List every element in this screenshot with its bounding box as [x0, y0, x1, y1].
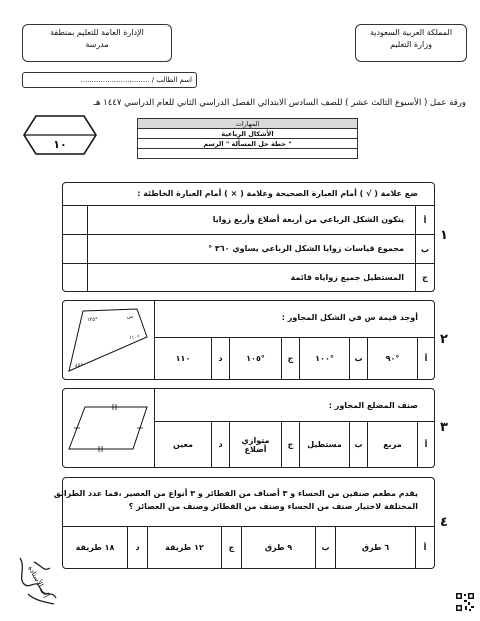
q1-row	[63, 263, 434, 291]
option-choice[interactable]: ٩٠°	[367, 338, 417, 379]
school-name: مدرسة	[85, 40, 109, 49]
skill-item: خطة حل المسألة " الرسم "	[138, 139, 358, 149]
q1-statement: مجموع قياسات زوايا الشكل الرباعي يساوي ٣٦٠ °	[208, 244, 404, 253]
q1-statement: يتكون الشكل الرباعي من أربعة أضلاع وأربع زوايا	[212, 215, 404, 224]
option-letter: أ	[415, 206, 434, 234]
option-letter: د	[211, 422, 229, 467]
option-letter: ب	[415, 235, 434, 263]
score-value: ١٠	[53, 138, 67, 151]
q1-rows	[63, 205, 434, 291]
q2-prompt: أوجد قيمة س في الشكل المجاور :	[281, 313, 418, 322]
q4-number: ٤	[440, 515, 448, 530]
option-choice[interactable]: مستطيل	[299, 422, 349, 467]
country-name: المملكة العربية السعودية	[369, 28, 453, 37]
skills-table	[137, 118, 358, 159]
q4-options	[63, 526, 434, 568]
option-letter: ج	[415, 264, 434, 291]
option-letter: أ	[417, 338, 434, 379]
figure-label: س	[127, 314, 134, 320]
q2-figure-panel	[63, 301, 155, 379]
q4-prompt-line2: المختلفة لاختيار صنف من الحساء وصنف من الفطائر وصنف من العصائر ؟	[128, 502, 418, 511]
q1-row	[63, 205, 434, 234]
ministry-header-box	[355, 24, 467, 62]
question-3	[62, 388, 435, 468]
option-letter: ج	[281, 338, 299, 379]
option-letter: أ	[417, 422, 434, 467]
student-name-box[interactable]	[22, 72, 197, 88]
worksheet-title: ورقة عمل ( الأسبوع الثالث عشر ) للصف السادس الابتدائي الفصل الدراسي الثاني للعام الدراسي ١٤٤٧ هـ	[93, 98, 466, 108]
q3-figure-panel	[63, 389, 155, 467]
skill-item: الأشكال الرباعية	[138, 129, 358, 139]
figure-label: ١٢٥°	[87, 317, 98, 323]
answer-box[interactable]	[63, 235, 88, 263]
q3-prompt: صنف المضلع المجاور :	[328, 401, 418, 410]
option-choice[interactable]: ١٨ طريقة	[75, 543, 115, 552]
figure-label: ١١٠°	[129, 335, 140, 341]
figure-label: ٤٥°	[75, 363, 83, 369]
option-letter: أ	[415, 527, 434, 568]
option-choice[interactable]: متوازي أضلاع	[229, 422, 281, 467]
option-letter: ج	[281, 422, 299, 467]
option-letter: ب	[349, 422, 367, 467]
option-letter: ب	[315, 527, 335, 568]
student-name-label: اسم الطالب / ...............................	[80, 76, 192, 84]
option-letter: د	[211, 338, 229, 379]
answer-box[interactable]	[63, 264, 88, 291]
quadrilateral-figure	[63, 301, 155, 379]
directorate-name: الإدارة العامة للتعليم بمنطقة	[50, 28, 144, 37]
q2-options	[155, 337, 434, 379]
qr-code-icon	[455, 592, 475, 612]
option-choice[interactable]: ١٠٠°	[299, 338, 349, 379]
parallelogram-figure	[63, 389, 155, 467]
option-choice[interactable]: ١٠٥°	[229, 338, 281, 379]
q4-prompt-line1: يقدم مطعم صنفين من الحساء و ٣ أصناف من الفطائر و ٣ أنواع من العصير ،فما عدد الطرائق	[53, 489, 418, 498]
option-choice[interactable]: معين	[173, 440, 193, 449]
question-1	[62, 182, 435, 292]
option-letter: ج	[221, 527, 241, 568]
question-2	[62, 300, 435, 380]
q2-number: ٢	[440, 332, 448, 347]
q1-statement: المستطيل جميع زواياه قائمة	[290, 273, 404, 282]
option-choice[interactable]: ٦ طرق	[335, 527, 415, 568]
q1-number: ١	[440, 228, 448, 243]
signature-text: إلى الأستاذة	[26, 564, 51, 599]
skills-header: المهارات	[138, 119, 358, 129]
school-header-box	[22, 24, 172, 62]
answer-box[interactable]	[63, 206, 88, 234]
q1-row	[63, 234, 434, 263]
ministry-name: وزارة التعليم	[390, 40, 432, 49]
question-4	[53, 477, 435, 569]
option-letter: ب	[349, 338, 367, 379]
q3-options	[155, 421, 434, 467]
option-choice[interactable]: ١١٠	[175, 354, 191, 363]
option-choice[interactable]: ٩ طرق	[241, 527, 315, 568]
skill-item	[138, 149, 358, 159]
option-choice[interactable]: مربع	[367, 422, 417, 467]
signature-mark	[14, 548, 64, 608]
q3-number: ٣	[440, 420, 448, 435]
q1-prompt: ضع علامة ( √ ) أمام العبارة الصحيحة وعلامة ( × ) أمام العبارة الخاطئة :	[137, 189, 418, 198]
option-choice[interactable]: ١٢ طريقة	[147, 527, 221, 568]
option-letter: د	[127, 527, 147, 568]
